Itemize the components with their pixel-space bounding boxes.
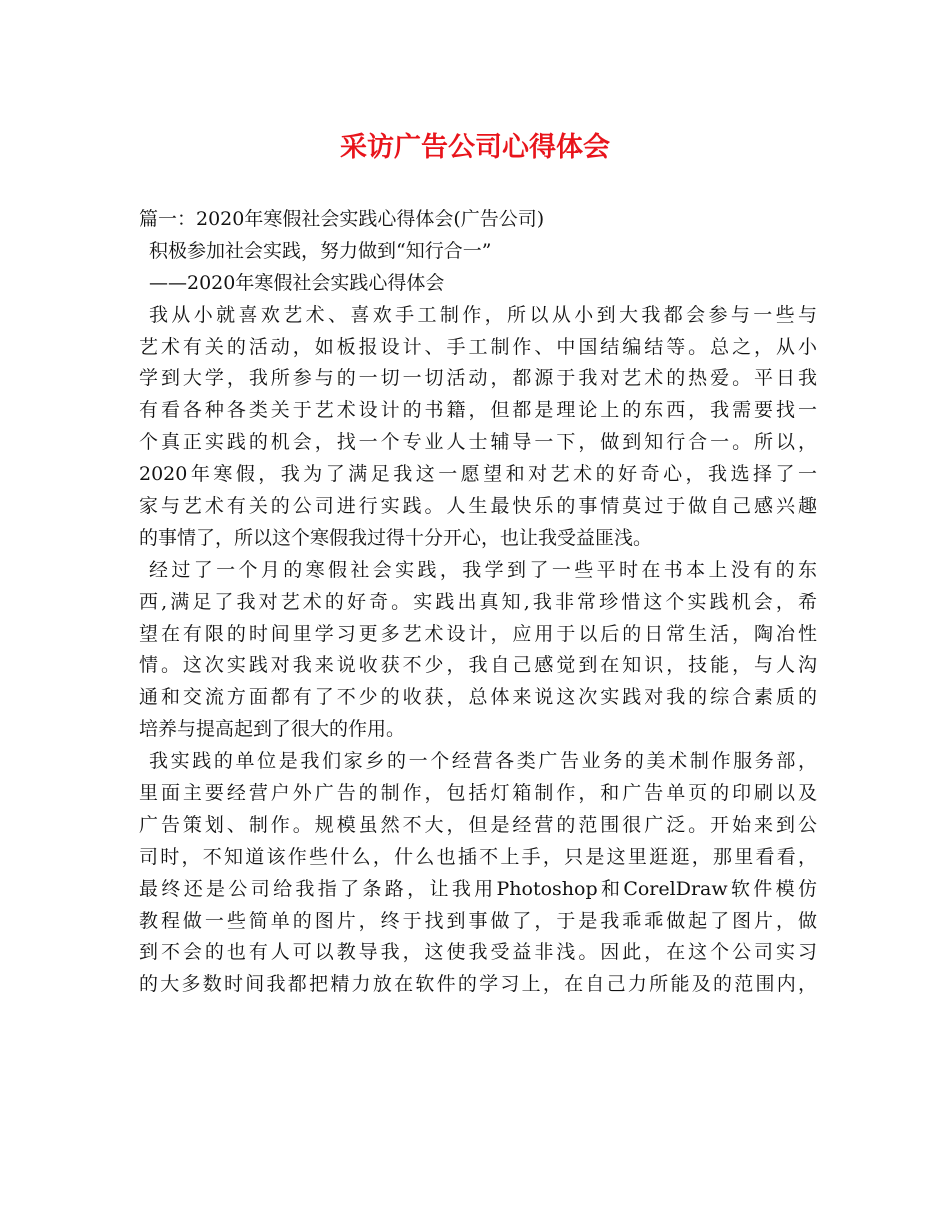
- text-line: 通和交流方面都有了不少的收获，总体来说这次实践对我的综合素质的: [139, 686, 817, 709]
- text-line: 家与艺术有关的公司进行实践。人生最快乐的事情莫过于做自己感兴趣: [139, 495, 817, 518]
- text-line: 教程做一些简单的图片，终于找到事做了，于是我乖乖做起了图片，做: [139, 909, 817, 932]
- text-line: 情。这次实践对我来说收获不少，我自己感觉到在知识，技能，与人沟: [139, 654, 817, 677]
- text-line: 积极参加社会实践，努力做到“知行合一”: [149, 239, 492, 262]
- text-line: 有看各种各类关于艺术设计的书籍，但都是理论上的东西，我需要找一: [139, 399, 817, 422]
- text-line: 个真正实践的机会，找一个专业人士辅导一下，做到知行合一。所以，: [139, 431, 817, 454]
- text-line: 司时，不知道该作些什么，什么也插不上手，只是这里逛逛，那里看看，: [139, 845, 817, 868]
- text-line: 到不会的也有人可以教导我，这使我受益非浅。因此，在这个公司实习: [139, 941, 817, 964]
- text-line: 学到大学，我所参与的一切一切活动，都源于我对艺术的热爱。平日我: [139, 367, 817, 390]
- text-line: 望在有限的时间里学习更多艺术设计，应用于以后的日常生活，陶冶性: [139, 622, 817, 645]
- text-line: 篇一：2020年寒假社会实践心得体会(广告公司): [139, 208, 545, 230]
- text-line: 里面主要经营户外广告的制作，包括灯箱制作，和广告单页的印刷以及: [139, 782, 817, 805]
- text-line: 培养与提高起到了很大的作用。: [139, 718, 406, 741]
- text-line: 最终还是公司给我指了条路，让我用Photoshop和CorelDraw软件模仿: [139, 877, 817, 900]
- text-line: 西,满足了我对艺术的好奇。实践出真知,我非常珍惜这个实践机会，希: [139, 590, 817, 613]
- text-line: 我从小就喜欢艺术、喜欢手工制作，所以从小到大我都会参与一些与: [149, 303, 817, 326]
- text-line: 我实践的单位是我们家乡的一个经营各类广告业务的美术制作服务部，: [149, 750, 817, 773]
- document-title: 采访广告公司心得体会: [340, 132, 610, 163]
- text-line: 2020年寒假，我为了满足我这一愿望和对艺术的好奇心，我选择了一: [139, 463, 817, 486]
- text-line: 经过了一个月的寒假社会实践，我学到了一些平时在书本上没有的东: [149, 558, 817, 581]
- text-line: 广告策划、制作。规模虽然不大，但是经营的范围很广泛。开始来到公: [139, 813, 817, 836]
- text-line: 艺术有关的活动，如板报设计、手工制作、中国结编结等。总之，从小: [139, 335, 817, 358]
- text-line: ——2020年寒假社会实践心得体会: [149, 271, 445, 294]
- text-line: 的事情了，所以这个寒假我过得十分开心，也让我受益匪浅。: [139, 526, 653, 549]
- document-body: [139, 204, 817, 1001]
- text-line: 的大多数时间我都把精力放在软件的学习上，在自己力所能及的范围内，: [139, 973, 817, 996]
